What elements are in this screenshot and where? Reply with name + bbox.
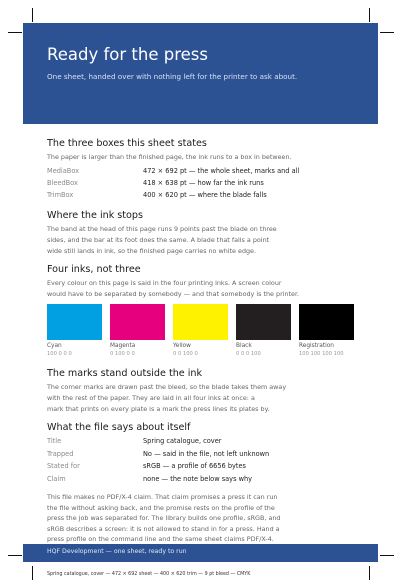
four-inks-line: Every colour on this page is said in the four printing inks. A screen colour xyxy=(47,279,282,287)
file-row-value: sRGB — a profile of 6656 bytes xyxy=(143,462,246,470)
file-row-key: Title xyxy=(47,437,62,445)
crop-mark-top-left-v xyxy=(32,8,33,22)
file-row-title xyxy=(47,437,355,447)
file-note-line: press profile on the command line and the same sheet claims PDF/X-4. xyxy=(47,535,274,543)
swatch-magenta xyxy=(110,304,165,340)
swatch-yellow xyxy=(173,304,228,340)
box-row-trim xyxy=(47,191,355,201)
file-row-trapped xyxy=(47,450,355,460)
swatch-cyan xyxy=(47,304,102,340)
swatch-name: Registration xyxy=(299,343,334,349)
swatch-name: Yellow xyxy=(173,343,191,349)
file-note-line: press the job was separated for. The library builds one profile, sRGB, and xyxy=(47,514,281,522)
crop-mark-bottom-left-h xyxy=(8,555,22,556)
page-title: Ready for the press xyxy=(47,45,208,64)
file-row-key: Trapped xyxy=(47,450,74,458)
swatch-name: Black xyxy=(236,343,252,349)
marks-heading: The marks stand outside the ink xyxy=(47,368,203,379)
page-subtitle: One sheet, handed over with nothing left for the printer to ask about. xyxy=(47,72,298,81)
ink-stops-line: wide still lands in ink, so the finished page carries no white edge. xyxy=(47,247,257,255)
boxes-heading: The three boxes this sheet states xyxy=(47,138,207,149)
crop-mark-top-left-h xyxy=(8,32,22,33)
swatch-values: 0 0 0 100 xyxy=(236,351,261,357)
marks-line: mark that prints on every plate is a mark the press lines its plates by. xyxy=(47,405,270,413)
hero-band xyxy=(23,23,378,124)
file-note-line: This file makes no PDF/X-4 claim. That claim promises a press it can run xyxy=(47,493,278,501)
swatch-values: 100 100 100 100 xyxy=(299,351,344,357)
footer-band xyxy=(23,544,378,562)
crop-mark-bottom-right-h xyxy=(380,555,394,556)
crop-mark-top-right-h xyxy=(380,32,394,33)
file-row-key: Claim xyxy=(47,475,66,483)
four-inks-heading: Four inks, not three xyxy=(47,264,141,275)
file-row-value: No — said in the file, not left unknown xyxy=(143,450,270,458)
four-inks-line: would have to be separated by somebody — and that somebody is the printer. xyxy=(47,290,300,298)
swatch-values: 100 0 0 0 xyxy=(47,351,72,357)
swatch-black xyxy=(236,304,291,340)
slug-line: Spring catalogue, cover — 472 × 692 sheet — 400 × 620 trim — 9 pt bleed — CMYK xyxy=(47,572,251,577)
ink-stops-line: The band at the head of this page runs 9 points past the blade on three xyxy=(47,225,277,233)
marks-line: The corner marks are drawn past the bleed, so the blade takes them away xyxy=(47,383,287,391)
swatch-values: 0 0 100 0 xyxy=(173,351,198,357)
ink-stops-heading: Where the ink stops xyxy=(47,210,144,221)
swatch-name: Magenta xyxy=(110,343,136,349)
file-note-line: the file without asking back, and the promise rests on the profile of the xyxy=(47,504,275,512)
file-says-heading: What the file says about itself xyxy=(47,422,191,433)
box-row-value: 472 × 692 pt — the whole sheet, marks and all xyxy=(143,167,300,175)
boxes-intro: The paper is larger than the finished page, the ink runs to a box in between. xyxy=(47,153,292,161)
file-row-value: Spring catalogue, cover xyxy=(143,437,222,445)
swatch-values: 0 100 0 0 xyxy=(110,351,135,357)
swatch-registration xyxy=(299,304,354,340)
swatch-name: Cyan xyxy=(47,343,62,349)
box-row-key: TrimBox xyxy=(47,191,74,199)
file-row-value: none — the note below says why xyxy=(143,475,253,483)
crop-mark-bottom-left-v xyxy=(32,566,33,580)
box-row-value: 400 × 620 pt — where the blade falls xyxy=(143,191,267,199)
marks-line: with the rest of the paper. They are laid in all four inks at once: a xyxy=(47,394,255,402)
file-row-claim xyxy=(47,475,355,485)
crop-mark-bottom-right-v xyxy=(369,566,370,580)
footer-text: HQF Development — one sheet, ready to run xyxy=(47,548,187,555)
file-note-line: sRGB describes a screen: it is not allowed to stand in for a press. Hand a xyxy=(47,525,280,533)
box-row-key: BleedBox xyxy=(47,179,78,187)
file-row-key: Stated for xyxy=(47,462,80,470)
box-row-key: MediaBox xyxy=(47,167,80,175)
crop-mark-top-right-v xyxy=(369,8,370,22)
file-row-stated-for xyxy=(47,462,355,472)
box-row-media xyxy=(47,167,355,177)
box-row-bleed xyxy=(47,179,355,189)
box-row-value: 418 × 638 pt — how far the ink runs xyxy=(143,179,264,187)
ink-stops-line: sides, and the bar at its foot does the same. A blade that falls a point xyxy=(47,236,270,244)
